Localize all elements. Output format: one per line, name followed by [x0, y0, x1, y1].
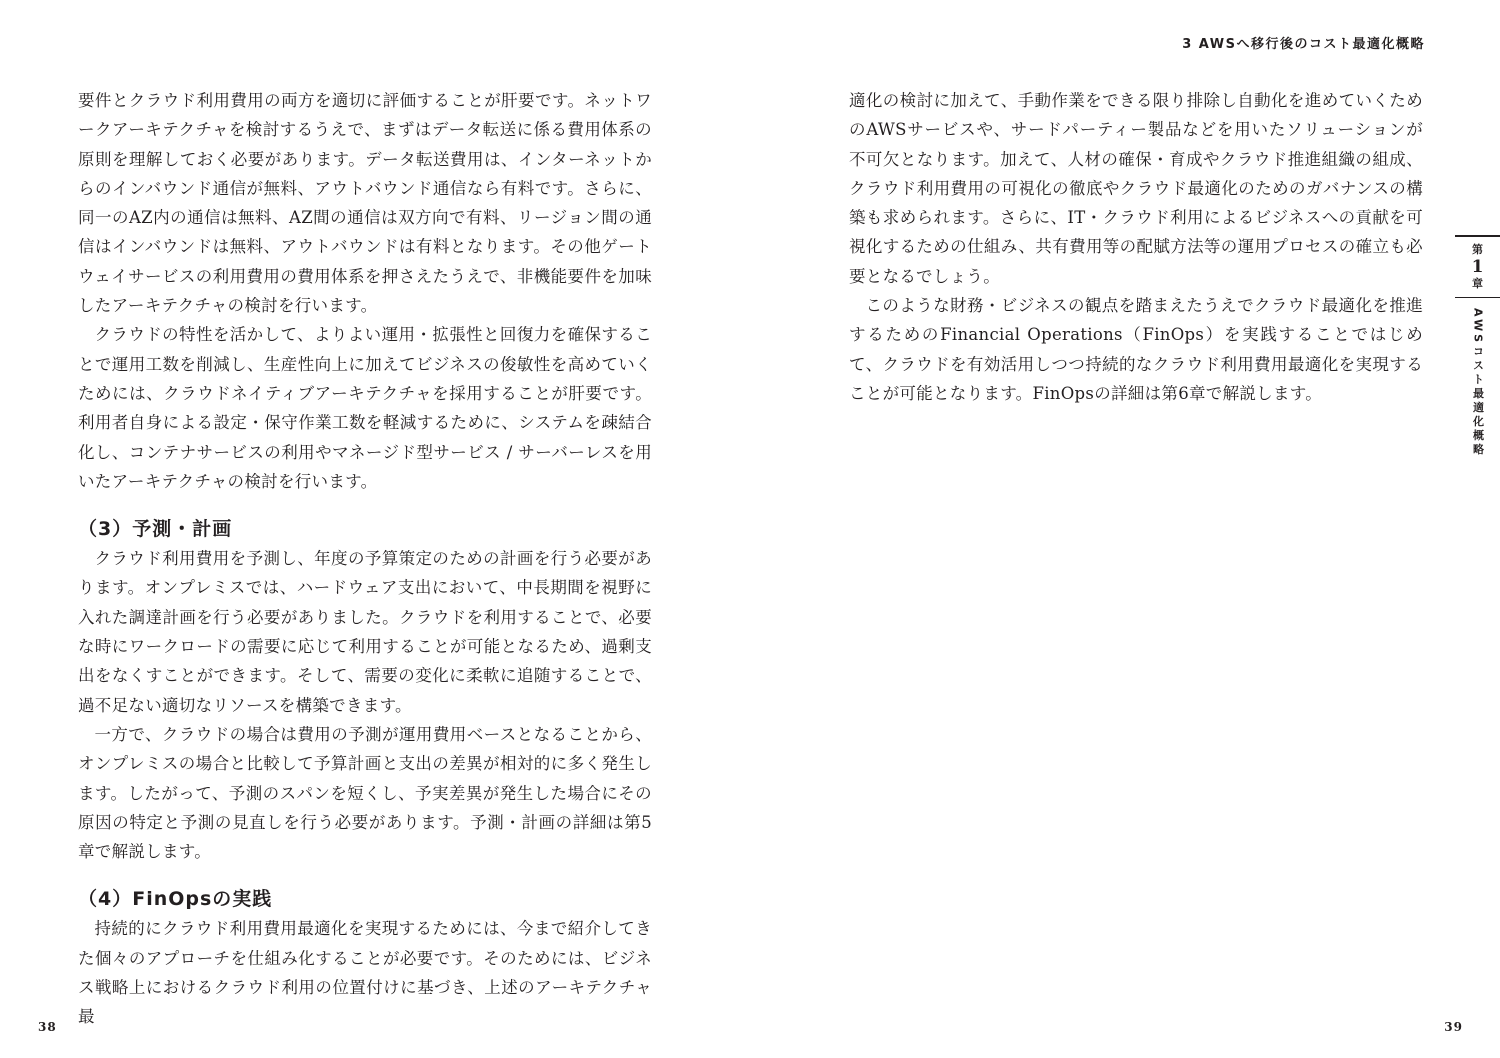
section-heading-3: （3）予測・計画 [78, 518, 233, 541]
chapter-number: 1 [1471, 257, 1484, 277]
page-number-left: 38 [38, 1020, 57, 1034]
paragraph: クラウドの特性を活かして、よりよい運用・拡張性と回復力を確保することで運用工数を削減し、生産性向上に加えてビジネスの俊敏性を高めていくためには、クラウドネイティブアーキテクチャを採用することが肝要です。利用者自身による設定・保守作業工数を軽減するために、システムを疎結合化し、コンテナサービスの利用やマネージド型サービス / サーバーレスを用いたアーキテクチャの検討を行います。 [78, 325, 652, 491]
paragraph: 持続的にクラウド利用費用最適化を実現するためには、今まで紹介してきた個々のアプローチを仕組み化することが必要です。そのためには、ビジネス戦略上におけるクラウド利用の位置付けに基づき、上述のアーキテクチャ最 [78, 919, 652, 1027]
section-heading-4: （4）FinOpsの実践 [78, 888, 273, 911]
chapter-prefix: 第 [1472, 243, 1483, 256]
paragraph: このような財務・ビジネスの観点を踏まえたうえでクラウド最適化を推進するためのFinancial Operations（FinOps）を実践することではじめて、クラウドを有効活用しつつ持続的なクラウド利用費用最適化を実現することが可能となります。FinOpsの詳細は第6章で解説します。 [849, 296, 1423, 403]
right-page-column [849, 86, 1423, 408]
tab-divider [1455, 297, 1500, 298]
chapter-tab [1455, 235, 1500, 457]
paragraph: 一方で、クラウドの場合は費用の予測が運用費用ベースとなることから、オンプレミスの場合と比較して予算計画と支出の差異が相対的に多く発生します。したがって、予測のスパンを短くし、予実差異が発生した場合にその原因の特定と予測の見直しを行う必要があります。予測・計画の詳細は第5章で解説します。 [78, 724, 652, 862]
paragraph: クラウド利用費用を予測し、年度の予算策定のための計画を行う必要があります。オンプレミスでは、ハードウェア支出において、中長期間を視野に入れた調達計画を行う必要がありました。クラウドを利用することで、必要な時にワークロードの需要に応じて利用することが可能となるため、過剰支出をなくすことができます。そして、需要の変化に柔軟に追随することで、過不足ない適切なリソースを構築できます。 [78, 549, 652, 715]
page-number-right: 39 [1444, 1020, 1463, 1034]
paragraph: 適化の検討に加えて、手動作業をできる限り排除し自動化を進めていくためのAWSサービスや、サードパーティー製品などを用いたソリューションが不可欠となります。加えて、人材の確保・育成やクラウド推進組織の組成、クラウド利用費用の可視化の徹底やクラウド最適化のためのガバナンスの構築も求められます。さらに、IT・クラウド利用によるビジネスへの貢献を可視化するための仕組み、共有費用等の配賦方法等の運用プロセスの確立も必要となるでしょう。 [849, 91, 1423, 286]
running-head: 3 AWSへ移行後のコスト最適化概略 [1182, 37, 1425, 52]
paragraph: 要件とクラウド利用費用の両方を適切に評価することが肝要です。ネットワークアーキテクチャを検討するうえで、まずはデータ転送に係る費用体系の原則を理解しておく必要があります。データ転送費用は、インターネットからのインバウンド通信が無料、アウトバウンド通信なら有料です。さらに、同一のAZ内の通信は無料、AZ間の通信は双方向で有料、リージョン間の通信はインバウンドは無料、アウトバウンドは有料となります。その他ゲートウェイサービスの利用費用の費用体系を押さえたうえで、非機能要件を加味したアーキテクチャの検討を行います。 [78, 91, 652, 316]
chapter-suffix: 章 [1472, 277, 1483, 290]
chapter-label [1455, 237, 1500, 291]
left-page-column [78, 86, 652, 1032]
chapter-title: AWSコスト最適化概略 [1471, 308, 1485, 458]
